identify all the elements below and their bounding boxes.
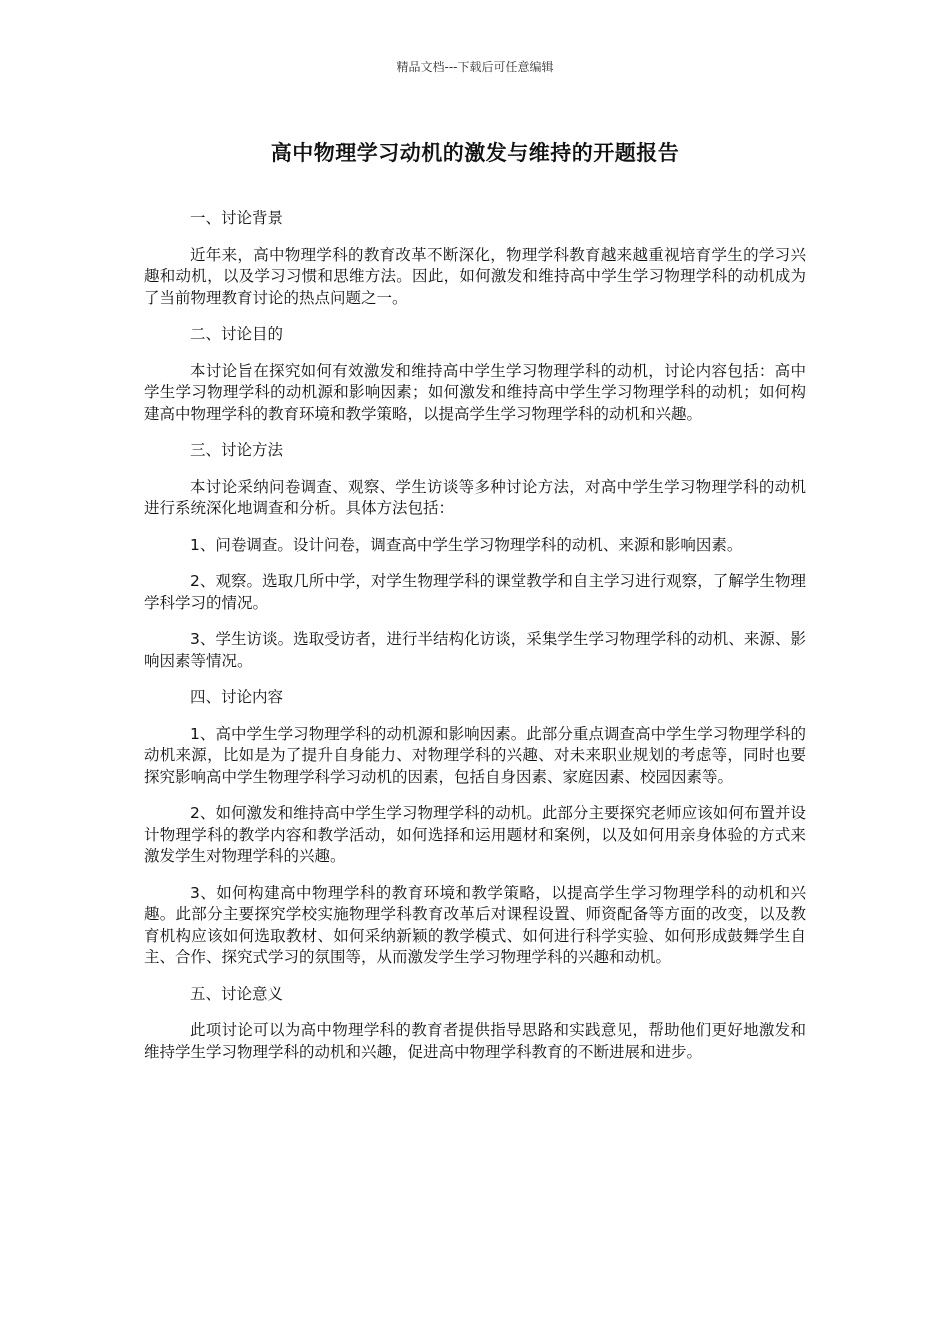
document-body [144,208,806,1078]
paragraph: 此项讨论可以为高中物理学科的教育者提供指导思路和实践意见，帮助他们更好地激发和维持学生学习物理学科的动机和兴趣，促进高中物理学科教育的不断进展和进步。 [144,1021,806,1061]
paragraph: 本讨论采纳问卷调查、观察、学生访谈等多种讨论方法，对高中学生学习物理学科的动机进行系统深化地调查和分析。具体方法包括： [144,477,806,517]
document-title: 高中物理学习动机的激发与维持的开题报告 [270,141,680,165]
section-heading: 四、讨论内容 [190,688,284,706]
section-content [144,687,806,969]
section-heading: 一、讨论背景 [190,209,284,227]
section-purpose [144,324,806,425]
list-item: 3、学生访谈。选取受访者，进行半结构化访谈，采集学生学习物理学科的动机、来源、影响因素等情况。 [144,630,806,670]
section-method [144,440,806,672]
list-item: 2、观察。选取几所中学，对学生物理学科的课堂教学和自主学习进行观察，了解学生物理学科学习的情况。 [144,572,806,612]
section-background [144,208,806,309]
list-item: 3、如何构建高中物理学科的教育环境和教学策略，以提高学生学习物理学科的动机和兴趣。此部分主要探究学校实施物理学科教育改革后对课程设置、师资配备等方面的改变，以及教育机构应该如何选取教材、如何采纳新颖的教学模式、如何进行科学实验、如何形成鼓舞学生自主、合作、探究式学习的氛围等，从而激发学生学习物理学科的兴趣和动机。 [144,883,806,966]
header-note: 精品文档---下载后可任意编辑 [396,60,554,74]
list-item: 1、高中学生学习物理学科的动机源和影响因素。此部分重点调查高中学生学习物理学科的动机来源，比如是为了提升自身能力、对物理学科的兴趣、对未来职业规划的考虑等，同时也要探究影响高中学生物理学科学习动机的因素，包括自身因素、家庭因素、校园因素等。 [144,724,806,786]
list-item: 2、如何激发和维持高中学生学习物理学科的动机。此部分主要探究老师应该如何布置并设计物理学科的教学内容和教学活动，如何选择和运用题材和案例，以及如何用亲身体验的方式来激发学生对物理学科的兴趣。 [144,804,806,865]
section-heading: 二、讨论目的 [190,325,284,343]
paragraph: 本讨论旨在探究如何有效激发和维持高中学生学习物理学科的动机，讨论内容包括：高中学生学习物理学科的动机源和影响因素；如何激发和维持高中学生学习物理学科的动机；如何构建高中物理学科的教育环境和教学策略，以提高学生学习物理学科的动机和兴趣。 [144,361,806,423]
list-item: 1、问卷调查。设计问卷，调查高中学生学习物理学科的动机、来源和影响因素。 [190,535,743,554]
paragraph: 近年来，高中物理学科的教育改革不断深化，物理学科教育越来越重视培育学生的学习兴趣和动机，以及学习习惯和思维方法。因此，如何激发和维持高中学生学习物理学科的动机成为了当前物理教育讨论的热点问题之一。 [144,245,806,307]
section-heading: 五、讨论意义 [190,984,284,1003]
section-significance [144,984,806,1064]
section-heading: 三、讨论方法 [190,441,284,459]
